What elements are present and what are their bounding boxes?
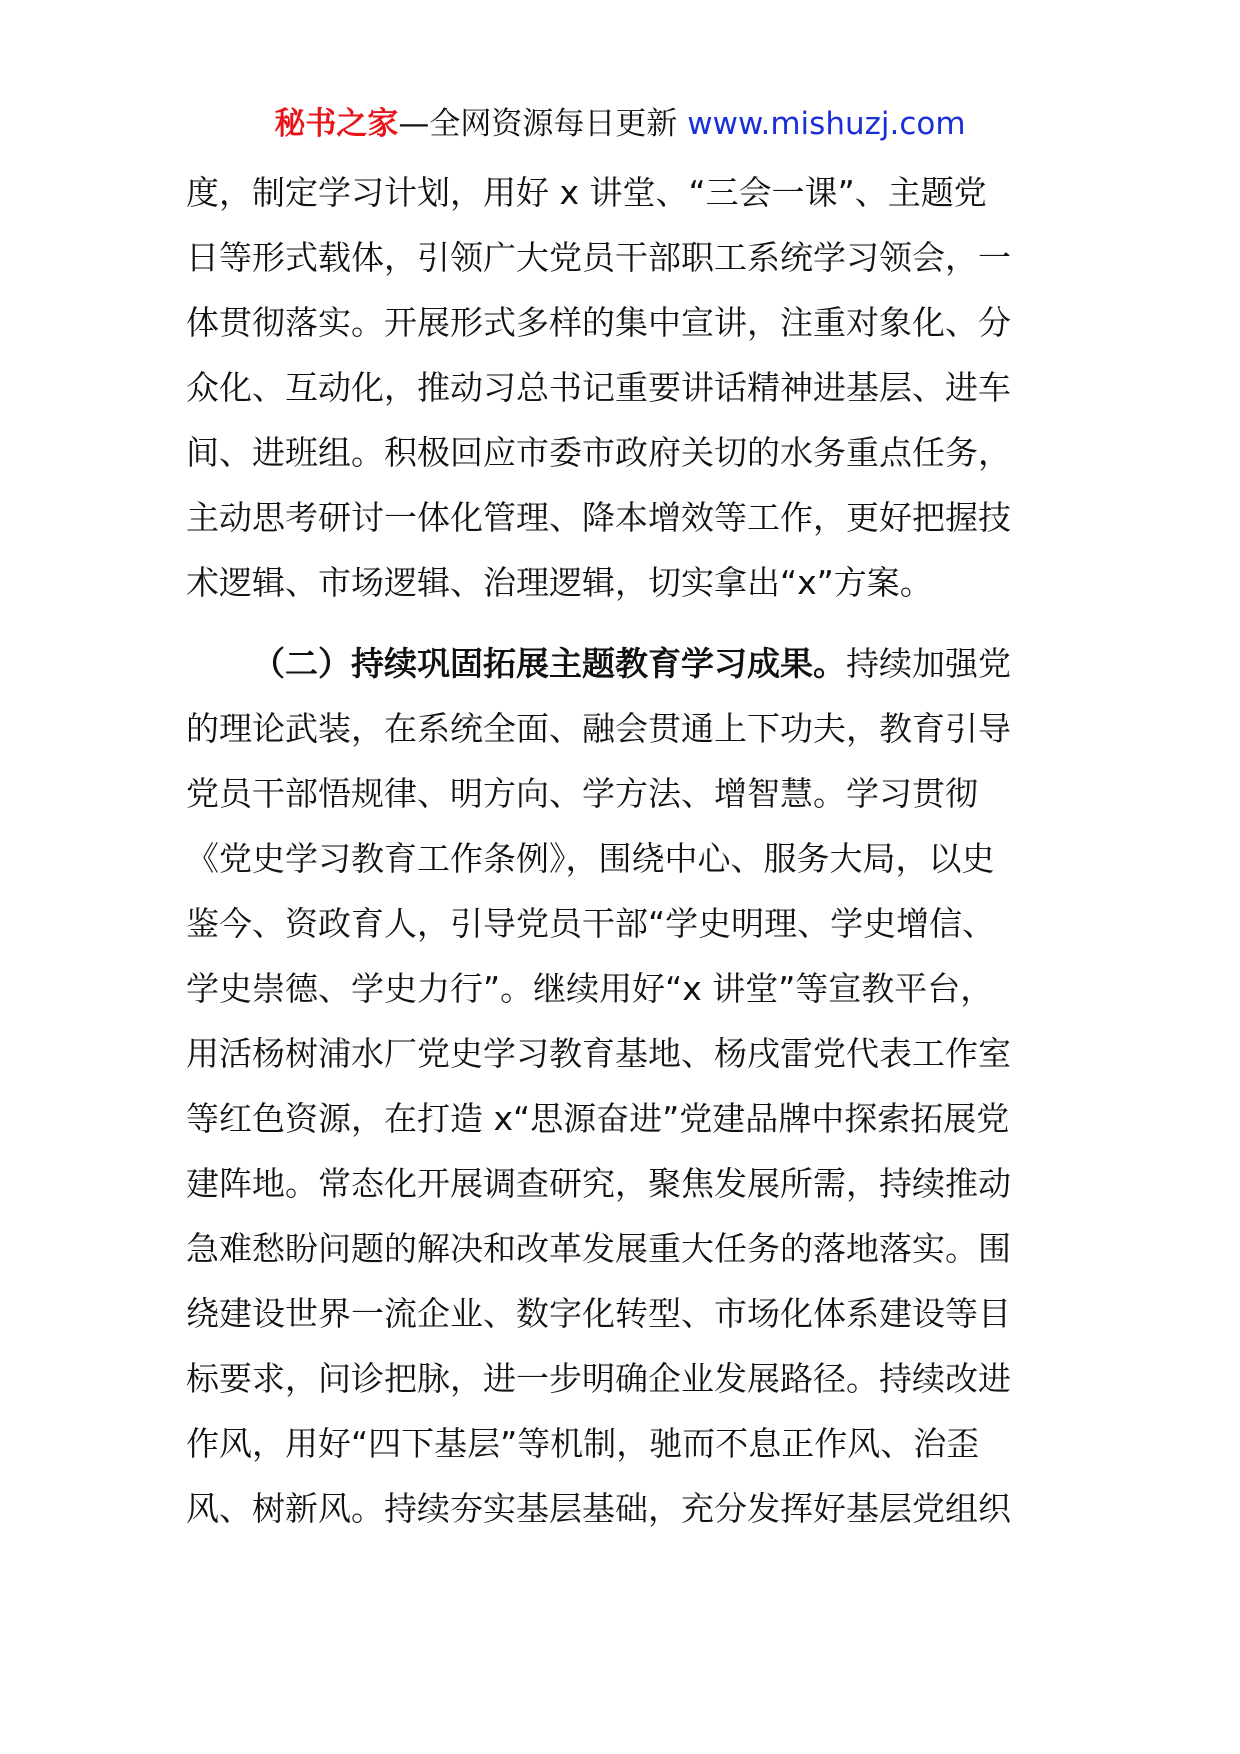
paragraph-1 <box>186 160 1056 615</box>
document-body <box>186 160 1056 1541</box>
text-line: 日等形式载体，引领广大党员干部职工系统学习领会，一 <box>186 238 1011 277</box>
site-tagline: —全网资源每日更新 <box>398 106 678 142</box>
text-line: 绕建设世界一流企业、数字化转型、市场化体系建设等目 <box>186 1294 1011 1333</box>
text-line: 的理论武装，在系统全面、融会贯通上下功夫，教育引导 <box>186 709 1011 748</box>
text-line: 主动思考研讨一体化管理、降本增效等工作，更好把握技 <box>186 498 1011 537</box>
text-line: 作风，用好“四下基层”等机制，驰而不息正作风、治歪 <box>186 1424 980 1463</box>
text-line: 间、进班组。积极回应市委市政府关切的水务重点任务， <box>186 433 1011 472</box>
site-brand: 秘书之家 <box>274 106 399 142</box>
text-line: 鉴今、资政育人，引导党员干部“学史明理、学史增信、 <box>186 904 996 943</box>
text-line: 学史崇德、学史力行”。继续用好“x 讲堂”等宣教平台， <box>186 969 994 1008</box>
text-line: 众化、互动化，推动习总书记重要讲话精神进基层、进车 <box>186 368 1011 407</box>
text-line: 急难愁盼问题的解决和改革发展重大任务的落地落实。围 <box>186 1229 1011 1268</box>
text-line: 度，制定学习计划，用好 x 讲堂、“三会一课”、主题党 <box>186 173 987 212</box>
site-url-link[interactable]: www.mishuzj.com <box>687 106 966 142</box>
text-line: 等红色资源，在打造 x“思源奋进”党建品牌中探索拓展党 <box>186 1099 1010 1138</box>
text-line: 体贯彻落实。开展形式多样的集中宣讲，注重对象化、分 <box>186 303 1011 342</box>
site-header <box>0 100 1240 148</box>
section-heading-line <box>186 631 1056 696</box>
text-line: 风、树新风。持续夯实基层基础，充分发挥好基层党组织 <box>186 1489 1011 1528</box>
section-heading: （二）持续巩固拓展主题教育学习成果。 <box>252 644 846 683</box>
text-line-rest: 持续加强党 <box>846 644 1011 683</box>
paragraph-2 <box>186 631 1056 1541</box>
text-line: 用活杨树浦水厂党史学习教育基地、杨戌雷党代表工作室 <box>186 1034 1011 1073</box>
text-line: 标要求，问诊把脉，进一步明确企业发展路径。持续改进 <box>186 1359 1011 1398</box>
text-line: 建阵地。常态化开展调查研究，聚焦发展所需，持续推动 <box>186 1164 1011 1203</box>
text-line: 《党史学习教育工作条例》，围绕中心、服务大局，以史 <box>186 839 995 878</box>
text-line: 党员干部悟规律、明方向、学方法、增智慧。学习贯彻 <box>186 774 978 813</box>
text-line: 术逻辑、市场逻辑、治理逻辑，切实拿出“x”方案。 <box>186 563 933 602</box>
